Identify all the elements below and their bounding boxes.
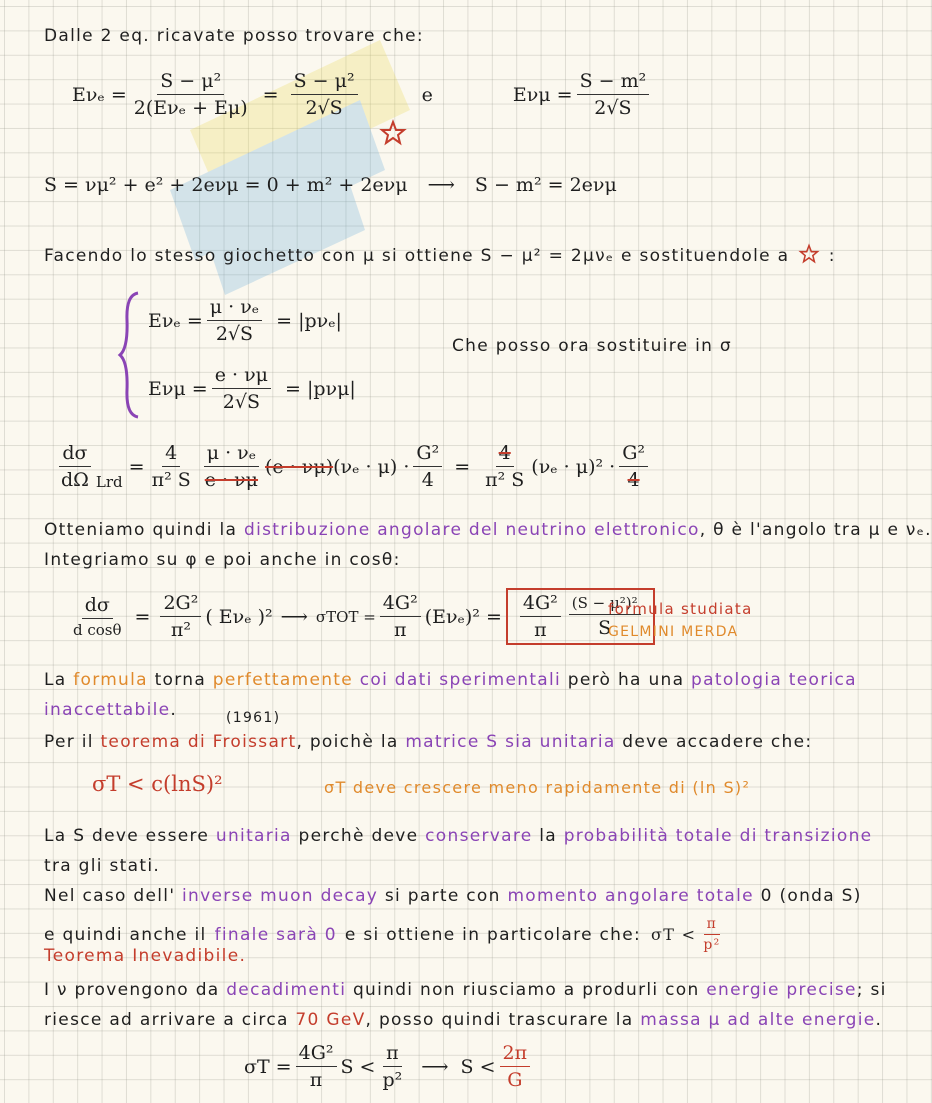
froissart-year: (1961) [226, 710, 281, 726]
system-row-2: Eνμ = $\frac{e \cdot \nu\mu}{2√S}$ = |pνμ| [148, 364, 356, 413]
star-icon [380, 120, 406, 146]
differential-cross-section: $\frac{d\sigma}{d\Omega}$ Lrd = $\frac{4}{\text{π² S}}$ $\frac{\text{μ · νₑ}}{e \cdot \nu\mu}$ (e · νμ) (νₑ · μ) · $\frac{\text{G²}}{4}$ = $\frac{4}{\text{π² S}}$ (νₑ · μ)² · $\frac{\text{G²}}{4}$ [54, 442, 652, 491]
pathology-line-2: inaccettabile. [44, 700, 178, 720]
unitary-line-2: tra gli stati. [44, 856, 161, 876]
mandelstam-equation: S = νμ² + e² + 2eνμ = 0 + m² + 2eνμ ⟶ S − m² = 2eνμ [44, 174, 617, 196]
unavoidable-theorem: Teorema Inevadibile. [44, 946, 247, 966]
eq1-and: e [421, 83, 433, 106]
boxed-result: $\frac{\text{4G²}}{\pi}$ $\frac{\text{(S − μ²)²}}{S}$ [506, 588, 655, 645]
neutrino-energy-line-1: I ν provengono da decadimenti quindi non riusciamo a produrli con energie precise; si [44, 980, 887, 1000]
pathology-line-1: La formula torna perfettamente coi dati sperimentali però ha una patologia teorica [44, 670, 857, 690]
eq1-rhs-lhs: Eνμ = [512, 83, 573, 106]
unitary-line-1: La S deve essere unitaria perchè deve conservare la probabilità totale di transizione [44, 826, 873, 846]
eq1-fraction-1: $\frac{\text{S − μ²}}{\text{2(Eνₑ + Eμ)}}$ [133, 70, 248, 119]
system-brace [118, 290, 140, 420]
integration-line: Integriamo su φ e poi anche in cosθ: [44, 550, 401, 570]
froissart-line: Per il teorema di Froissart, poichè la matrice S sia unitaria deve accadere che: [44, 732, 813, 752]
angular-distribution-line: Otteniamo quindi la distribuzione angolare del neutrino elettronico, θ è l'angolo tra μ e νₑ. [44, 520, 932, 540]
substitution-line: Facendo lo stesso giochetto con μ si ottiene S − μ² = 2μνₑ e sostituendole a : [44, 246, 836, 266]
substitute-note: Che posso ora sostituire in σ [452, 336, 732, 356]
total-cross-section: $\frac{d\sigma}{\text{d cosθ}}$ = $\frac{\text{2G²}}{\text{π²}}$ ( Eνₑ )² ⟶ σTOT = $\frac{\text{4G²}}{\pi}$ (Eνₑ)² = $\frac{\text{4G²}}{\pi}$ $\frac{\text{(S − μ²)²}}{S}$ [66, 588, 655, 645]
energy-equation: Eνₑ = $\frac{\text{S − μ²}}{\text{2(Eνₑ + Eμ)}}$ = $\frac{\text{S − μ²}}{2√S}$ e Eνμ = $\frac{\text{S − m²}}{2√S}$ [72, 70, 653, 119]
muon-decay-line-2: e quindi anche il finale sarà 0 e si ottiene in particolare che: σT < $\frac{\pi}{\text{p²}}$ [44, 916, 721, 953]
formula-studied-note: formula studiata [608, 600, 753, 618]
froissart-bound: σT < c(lnS)² [92, 772, 223, 796]
high-energy-bound: σT = $\frac{\text{4G²}}{\pi}$ S < $\frac{\pi}{\text{p²}}$ ⟶ S < $\frac{2\pi}{G}$ [244, 1042, 534, 1091]
muon-decay-line-1: Nel caso dell' inverse muon decay si parte con momento angolare totale 0 (onda S) [44, 886, 862, 906]
eq1-fraction-2: $\frac{\text{S − μ²}}{2√S}$ [291, 70, 358, 119]
intro-line: Dalle 2 eq. ricavate posso trovare che: [44, 26, 424, 46]
eq1-fraction-3: $\frac{\text{S − m²}}{2√S}$ [577, 70, 650, 119]
gelmini-note: GELMINI MERDA [608, 624, 739, 640]
eq1-lhs: Eνₑ = [72, 83, 127, 106]
skuola-watermark-logo [150, 20, 430, 310]
neutrino-energy-line-2: riesce ad arrivare a circa 70 GeV, posso quindi trascurare la massa μ ad alte energie. [44, 1010, 883, 1030]
star-icon [798, 244, 820, 264]
froissart-note: σT deve crescere meno rapidamente di (ln S)² [324, 778, 751, 797]
system-row-1: Eνₑ = $\frac{\text{μ · νₑ}}{2√S}$ = |pνₑ| [148, 296, 342, 345]
